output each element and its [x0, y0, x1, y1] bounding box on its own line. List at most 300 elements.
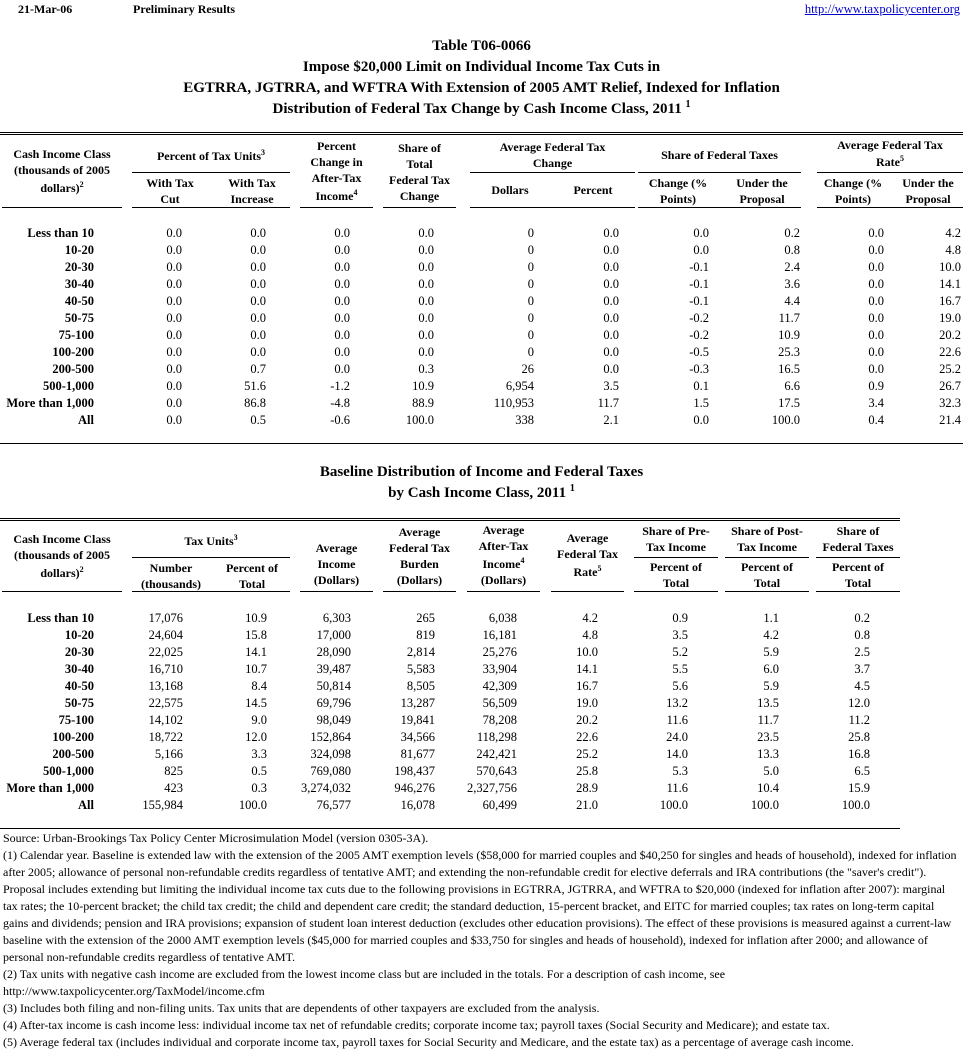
cell-value: 86.8: [244, 396, 266, 410]
cell-value: 25.2: [576, 747, 598, 761]
rule-avg-change: [470, 172, 635, 173]
cell-value: 78,208: [482, 713, 517, 727]
cell-value: -4.8: [330, 396, 350, 410]
cell-value: 25.8: [576, 764, 598, 778]
cell-value: 19.0: [576, 696, 598, 710]
table-row: [0, 344, 961, 361]
row-label: More than 1,000: [6, 781, 94, 795]
cell-value: 5,583: [406, 662, 435, 676]
table-row: [0, 763, 870, 780]
rule-h-avgchg: [470, 207, 635, 208]
table-row: [0, 225, 961, 242]
cell-value: -0.1: [689, 294, 709, 308]
cell-value: -0.1: [689, 277, 709, 291]
cell-value: 13.2: [666, 696, 688, 710]
cell-value: 0.0: [603, 345, 619, 359]
rule-h-avgrate: [817, 207, 963, 208]
cell-value: 0.0: [166, 243, 182, 257]
cell-value: 0.0: [334, 294, 350, 308]
cell-value: 0: [527, 345, 534, 359]
cell-value: 14.1: [939, 277, 961, 291]
t2-header-class: Cash Income Class (thousands of 2005 dollars)$^2$: [13, 532, 111, 580]
t2-header-tax-units: Tax Units$^3$: [184, 533, 238, 548]
cell-value: 3,274,032: [301, 781, 351, 795]
cell-value: 0.0: [166, 311, 182, 325]
cell-value: 14,102: [148, 713, 183, 727]
rule-h-units: [132, 207, 290, 208]
cell-value: 0.0: [693, 226, 709, 240]
rule-t2-h9: [816, 591, 900, 592]
title-line-2: EGTRRA, JGTRRA, and WFTRA With Extension of 2005 AMT Relief, Indexed for Inflation: [183, 80, 780, 96]
cell-value: 0.0: [868, 294, 884, 308]
cell-value: 0.0: [868, 362, 884, 376]
cell-value: 0.0: [603, 243, 619, 257]
cell-value: 946,276: [394, 781, 435, 795]
cell-value: 0.0: [166, 294, 182, 308]
source-note: Source: Urban-Brookings Tax Policy Center Microsimulation Model (version 0305-3A).: [3, 831, 429, 845]
table-row: [0, 797, 870, 814]
cell-value: 242,421: [476, 747, 517, 761]
cell-value: 20.2: [939, 328, 961, 342]
cell-value: 0: [527, 311, 534, 325]
cell-value: 100.0: [405, 413, 434, 427]
cell-value: 0.0: [166, 328, 182, 342]
cell-value: 11.6: [666, 713, 688, 727]
cell-value: 21.0: [576, 798, 598, 812]
cell-value: 0.0: [603, 311, 619, 325]
t1-header-share-fed: Share of Federal Taxes: [661, 148, 778, 162]
cell-value: 9.0: [251, 713, 267, 727]
table2-body: [0, 610, 870, 814]
cell-value: 13,168: [148, 679, 183, 693]
cell-value: 0.0: [166, 379, 182, 393]
cell-value: 0: [527, 294, 534, 308]
cell-value: 13.5: [757, 696, 779, 710]
t2-header-share-post: Share of Post- Tax Income: [731, 524, 803, 554]
t1-header-pct-change: Percent Change in After-Tax Income$^4$: [310, 139, 363, 203]
cell-value: 22.6: [576, 730, 598, 744]
row-label: 100-200: [52, 345, 94, 359]
cell-value: 0.0: [334, 243, 350, 257]
cell-value: -0.5: [689, 345, 709, 359]
rule-h-sharefed: [638, 207, 801, 208]
cell-value: 100.0: [238, 798, 267, 812]
t2-header-share-fed: Share of Federal Taxes: [822, 524, 894, 554]
cell-value: 16,078: [400, 798, 435, 812]
cell-value: 0.0: [418, 260, 434, 274]
cell-value: 10.0: [939, 260, 961, 274]
table-row: [0, 678, 870, 695]
footnote-4: (4) After-tax income is cash income less: individual income tax net of refundable credits; corporate income tax; payroll taxes (Social Security and Medicare); and estate tax.: [3, 1018, 830, 1032]
t2-sub-pct-fed: Percent of Total: [831, 560, 885, 590]
cell-value: 16.8: [848, 747, 870, 761]
footnote-2: (2) Tax units with negative cash income are excluded from the lowest income class but are included in the totals. For a description of cash income, see http://www.taxpolicycenter.org/TaxModel/income.cfm: [3, 967, 726, 998]
cell-value: 33,904: [482, 662, 517, 676]
cell-value: 0.8: [854, 628, 870, 642]
cell-value: 0.0: [868, 260, 884, 274]
row-label: 500-1,000: [42, 379, 94, 393]
cell-value: 14.1: [245, 645, 267, 659]
table-row: [0, 276, 961, 293]
cell-value: 4.2: [763, 628, 779, 642]
t1-header-under-proposal: Under the Proposal: [736, 176, 788, 206]
cell-value: 769,080: [310, 764, 351, 778]
cell-value: 14.1: [576, 662, 598, 676]
rule-t2-h6: [551, 591, 624, 592]
cell-value: 0: [527, 277, 534, 291]
table-row: [0, 242, 961, 259]
cell-value: 6.0: [763, 662, 779, 676]
t2-header-after-tax: Average After-Tax Income$^4$ (Dollars): [478, 523, 529, 587]
table-row: [0, 310, 961, 327]
row-label: 200-500: [52, 362, 94, 376]
cell-value: 11.2: [848, 713, 870, 727]
cell-value: 34,566: [400, 730, 435, 744]
cell-value: 4.2: [582, 611, 598, 625]
cell-value: 10.9: [778, 328, 800, 342]
cell-value: 6,303: [322, 611, 351, 625]
cell-value: 155,984: [142, 798, 183, 812]
cell-value: 22,575: [148, 696, 183, 710]
cell-value: 8,505: [406, 679, 435, 693]
cell-value: 3.6: [784, 277, 800, 291]
rule-t2-post: [725, 557, 809, 558]
cell-value: 56,509: [482, 696, 517, 710]
table2-title-block: [0, 462, 963, 504]
table-row: [0, 361, 961, 378]
cell-value: 0.0: [250, 294, 266, 308]
cell-value: 10.4: [757, 781, 779, 795]
cell-value: 39,487: [316, 662, 351, 676]
cell-value: 0.0: [250, 226, 266, 240]
row-label: More than 1,000: [6, 396, 94, 410]
cell-value: 6,954: [505, 379, 534, 393]
cell-value: 25.3: [778, 345, 800, 359]
rule-t2-h8: [725, 591, 809, 592]
table-row: [0, 661, 870, 678]
cell-value: 0.0: [250, 345, 266, 359]
cell-value: -1.2: [330, 379, 350, 393]
cell-value: 0.0: [418, 243, 434, 257]
cell-value: 13,287: [400, 696, 435, 710]
row-label: 40-50: [64, 294, 94, 308]
cell-value: 81,677: [400, 747, 435, 761]
cell-value: 198,437: [394, 764, 435, 778]
cell-value: 17.5: [778, 396, 800, 410]
t2-header-share-pre: Share of Pre- Tax Income: [642, 524, 710, 554]
cell-value: 23.5: [757, 730, 779, 744]
cell-value: 0.0: [418, 226, 434, 240]
cell-value: 0: [527, 243, 534, 257]
rule-avg-rate: [817, 172, 963, 173]
t2-header-avg-income: Average Income (Dollars): [313, 541, 360, 587]
rule-pct-units: [132, 172, 290, 173]
cell-value: 2.4: [784, 260, 800, 274]
t1-header-avg-change: Average Federal Tax Change: [499, 140, 606, 170]
cell-value: 0.0: [334, 226, 350, 240]
cell-value: 265: [416, 611, 435, 625]
cell-value: 0.0: [334, 328, 350, 342]
cell-value: 15.8: [245, 628, 267, 642]
cell-value: 100.0: [841, 798, 870, 812]
cell-value: 26.7: [939, 379, 961, 393]
cell-value: 10.9: [245, 611, 267, 625]
rule-t2-fed: [816, 557, 900, 558]
cell-value: 0.0: [868, 311, 884, 325]
cell-value: 10.7: [245, 662, 267, 676]
cell-value: 4.8: [582, 628, 598, 642]
cell-value: 5.6: [672, 679, 688, 693]
title-line-3: Distribution of Federal Tax Change by Cash Income Class, 2011 $^1$: [272, 99, 691, 117]
tpc-website-link[interactable]: http://www.taxpolicycenter.org: [804, 2, 960, 16]
cell-value: 16.7: [939, 294, 961, 308]
cell-value: 22,025: [148, 645, 183, 659]
t1-header-with-increase: With Tax Increase: [228, 176, 276, 206]
cell-value: 26: [521, 362, 534, 376]
rule-t2-h7: [634, 591, 718, 592]
cell-value: 10.9: [412, 379, 434, 393]
cell-value: 0.0: [166, 260, 182, 274]
cell-value: 100.0: [750, 798, 779, 812]
cell-value: 19,841: [400, 713, 435, 727]
cell-value: 8.4: [251, 679, 267, 693]
row-label: 10-20: [64, 243, 94, 257]
rule-t2-h5: [467, 591, 540, 592]
cell-value: 0.0: [418, 294, 434, 308]
row-label: 20-30: [64, 260, 94, 274]
cell-value: 20.2: [576, 713, 598, 727]
table1-body: [0, 225, 961, 429]
table-row: [0, 644, 870, 661]
cell-value: 16.7: [576, 679, 598, 693]
table-row: [0, 395, 961, 412]
t1-header-pct-units: Percent of Tax Units$^3$: [156, 148, 266, 163]
table-row: [0, 412, 961, 429]
cell-value: 1.1: [763, 611, 779, 625]
cell-value: 0.0: [868, 328, 884, 342]
cell-value: 5.3: [672, 764, 688, 778]
footnote-1: (1) Calendar year. Baseline is extended law with the extension of the 2005 AMT exemption levels ($58,000 for married couples and $40,250 for singles and heads of household), indexed for inflation after 2005; allowance of personal non-refundable credits regardless of tentative AMT; and extending the non-refundable credit for elective deferrals and IRA contributions (the "saver's credit"). Proposal includes extending but limiting the individual income tax cuts due to the following provisions in EGTRRA, JGTRRA, and WFTRA to $20,000 (indexed for inflation after 2007): marginal tax rates; the 10-percent bracket; the child tax credit; the child and dependent care credit; the standard deduction, 15-percent bracket, and EITC for married couples; tax rates on long-term capital gains and dividends; pension and IRA provisions; expansion of student loan interest deduction (excludes other education provisions). The effect of these provisions is measured against a current-law baseline with the extension of the 2000 AMT exemption levels ($45,000 for married couples and $33,750 for singles and heads of household), indexed for inflation after 2000; and allowance of personal non-refundable credits regardless of tentative AMT.: [3, 848, 957, 964]
table-id: Table T06-0066: [432, 38, 531, 54]
rule-t2-h3: [300, 591, 373, 592]
cell-value: 100.0: [659, 798, 688, 812]
cell-value: 110,953: [493, 396, 534, 410]
t2-header-number: Number (thousands): [140, 561, 202, 591]
row-label: All: [78, 798, 94, 812]
cell-value: 28.9: [576, 781, 598, 795]
cell-value: 0.0: [334, 277, 350, 291]
rule-h-share: [383, 207, 456, 208]
cell-value: 0.0: [418, 345, 434, 359]
cell-value: 22.6: [939, 345, 961, 359]
cell-value: 0: [527, 226, 534, 240]
t1-header-class: Cash Income Class (thousands of 2005 dollars)$^2$: [13, 147, 111, 195]
cell-value: 5.5: [672, 662, 688, 676]
row-label: 40-50: [64, 679, 94, 693]
table1-bottom-rule: [0, 443, 963, 444]
row-label: 30-40: [64, 277, 94, 291]
table-row: [0, 729, 870, 746]
table-row: [0, 780, 870, 797]
cell-value: 16,710: [148, 662, 183, 676]
row-label: 100-200: [52, 730, 94, 744]
cell-value: 0.0: [603, 328, 619, 342]
cell-value: 0.0: [250, 260, 266, 274]
table-row: [0, 259, 961, 276]
cell-value: 14.0: [666, 747, 688, 761]
cell-value: 0.0: [868, 226, 884, 240]
cell-value: 0.0: [334, 311, 350, 325]
cell-value: 100.0: [771, 413, 800, 427]
cell-value: 338: [515, 413, 534, 427]
cell-value: 0.0: [603, 260, 619, 274]
cell-value: 5.2: [672, 645, 688, 659]
t2-sub-pct-pre: Percent of Total: [649, 560, 703, 590]
cell-value: 10.0: [576, 645, 598, 659]
table-row: [0, 293, 961, 310]
cell-value: 16,181: [482, 628, 517, 642]
table2-title-line-2: by Cash Income Class, 2011 $^1$: [388, 483, 575, 501]
cell-value: -0.2: [689, 328, 709, 342]
row-label: 500-1,000: [42, 764, 94, 778]
cell-value: 3.3: [251, 747, 267, 761]
cell-value: 5,166: [154, 747, 183, 761]
cell-value: 0.5: [251, 764, 267, 778]
cell-value: 98,049: [316, 713, 351, 727]
cell-value: 51.6: [244, 379, 266, 393]
cell-value: 2.1: [603, 413, 619, 427]
table2-bottom-rule: [0, 828, 900, 829]
table2-top-double-rule: [0, 518, 900, 521]
cell-value: 2.5: [854, 645, 870, 659]
rule-t2-pre: [634, 557, 718, 558]
cell-value: 0.0: [603, 226, 619, 240]
cell-value: -0.3: [689, 362, 709, 376]
cell-value: 152,864: [310, 730, 351, 744]
table-row: [0, 610, 870, 627]
t1-header-share-total: Share of Total Federal Tax Change: [388, 141, 450, 203]
cell-value: 76,577: [316, 798, 351, 812]
cell-value: 24.0: [666, 730, 688, 744]
footnotes: [3, 830, 958, 1051]
cell-value: 0.0: [603, 362, 619, 376]
cell-value: 0.0: [868, 345, 884, 359]
table2-title-line-1: Baseline Distribution of Income and Federal Taxes: [319, 464, 644, 480]
cell-value: 0.7: [250, 362, 266, 376]
cell-value: 0.0: [166, 277, 182, 291]
title-line-1: Impose $20,000 Limit on Individual Income Tax Cuts in: [302, 59, 661, 75]
cell-value: 0: [527, 260, 534, 274]
cell-value: 0.0: [868, 277, 884, 291]
cell-value: 3.4: [868, 396, 884, 410]
cell-value: 0.0: [334, 345, 350, 359]
t1-header-change-pts: Change (% Points): [648, 176, 708, 206]
cell-value: 6.5: [854, 764, 870, 778]
cell-value: 825: [164, 764, 183, 778]
cell-value: 0: [527, 328, 534, 342]
cell-value: 0.0: [250, 243, 266, 257]
row-label: All: [78, 413, 94, 427]
table-row: [0, 327, 961, 344]
cell-value: 0.0: [250, 277, 266, 291]
cell-value: -0.2: [689, 311, 709, 325]
cell-value: 4.8: [945, 243, 961, 257]
cell-value: 25.8: [848, 730, 870, 744]
rule-t2-h1: [2, 591, 122, 592]
cell-value: 2,814: [406, 645, 435, 659]
cell-value: 4.5: [854, 679, 870, 693]
t1-header-dollars: Dollars: [491, 183, 529, 197]
cell-value: 32.3: [939, 396, 961, 410]
document-header: [0, 2, 963, 18]
table1-title-block: [0, 36, 963, 120]
cell-value: 4.4: [784, 294, 800, 308]
row-label: 30-40: [64, 662, 94, 676]
cell-value: 6,038: [488, 611, 517, 625]
cell-value: 12.0: [245, 730, 267, 744]
row-label: 10-20: [64, 628, 94, 642]
t1-header-rate-change-pts: Change (% Points): [823, 176, 883, 206]
cell-value: 42,309: [482, 679, 517, 693]
cell-value: 0.0: [334, 260, 350, 274]
table-row: [0, 627, 870, 644]
cell-value: 0.3: [418, 362, 434, 376]
cell-value: 3.5: [603, 379, 619, 393]
cell-value: 819: [416, 628, 435, 642]
t2-header-avg-rate: Average Federal Tax Rate$^5$: [556, 531, 618, 579]
table-row: [0, 695, 870, 712]
cell-value: 0.0: [250, 328, 266, 342]
row-label: 20-30: [64, 645, 94, 659]
t1-header-avg-rate: Average Federal Tax Rate$^5$: [837, 138, 943, 169]
cell-value: 0.0: [166, 345, 182, 359]
t1-header-rate-under-proposal: Under the Proposal: [902, 176, 954, 206]
t1-header-with-cut: With Tax Cut: [146, 176, 194, 206]
cell-value: 21.4: [939, 413, 961, 427]
cell-value: 14.5: [245, 696, 267, 710]
row-label: 50-75: [64, 311, 94, 325]
rule-share-fed: [638, 172, 801, 173]
row-label: 75-100: [58, 328, 94, 342]
cell-value: 60,499: [482, 798, 517, 812]
cell-value: 88.9: [412, 396, 434, 410]
cell-value: 3.5: [672, 628, 688, 642]
cell-value: 0.0: [868, 243, 884, 257]
cell-value: 19.0: [939, 311, 961, 325]
cell-value: 0.8: [784, 243, 800, 257]
cell-value: 5.9: [763, 679, 779, 693]
cell-value: 118,298: [476, 730, 517, 744]
cell-value: 24,604: [148, 628, 183, 642]
cell-value: 324,098: [310, 747, 351, 761]
cell-value: 0.2: [854, 611, 870, 625]
table1-top-double-rule: [0, 132, 963, 135]
cell-value: 28,090: [316, 645, 351, 659]
cell-value: 0.0: [603, 277, 619, 291]
cell-value: 16.5: [778, 362, 800, 376]
cell-value: 3.7: [854, 662, 870, 676]
release-date: 21-Mar-06: [18, 2, 73, 16]
cell-value: 0.0: [693, 413, 709, 427]
row-label: 200-500: [52, 747, 94, 761]
cell-value: 0.0: [166, 396, 182, 410]
cell-value: 0.9: [672, 611, 688, 625]
row-label: Less than 10: [27, 226, 94, 240]
cell-value: 1.5: [693, 396, 709, 410]
cell-value: 4.2: [945, 226, 961, 240]
cell-value: 0.0: [418, 328, 434, 342]
cell-value: 570,643: [476, 764, 517, 778]
